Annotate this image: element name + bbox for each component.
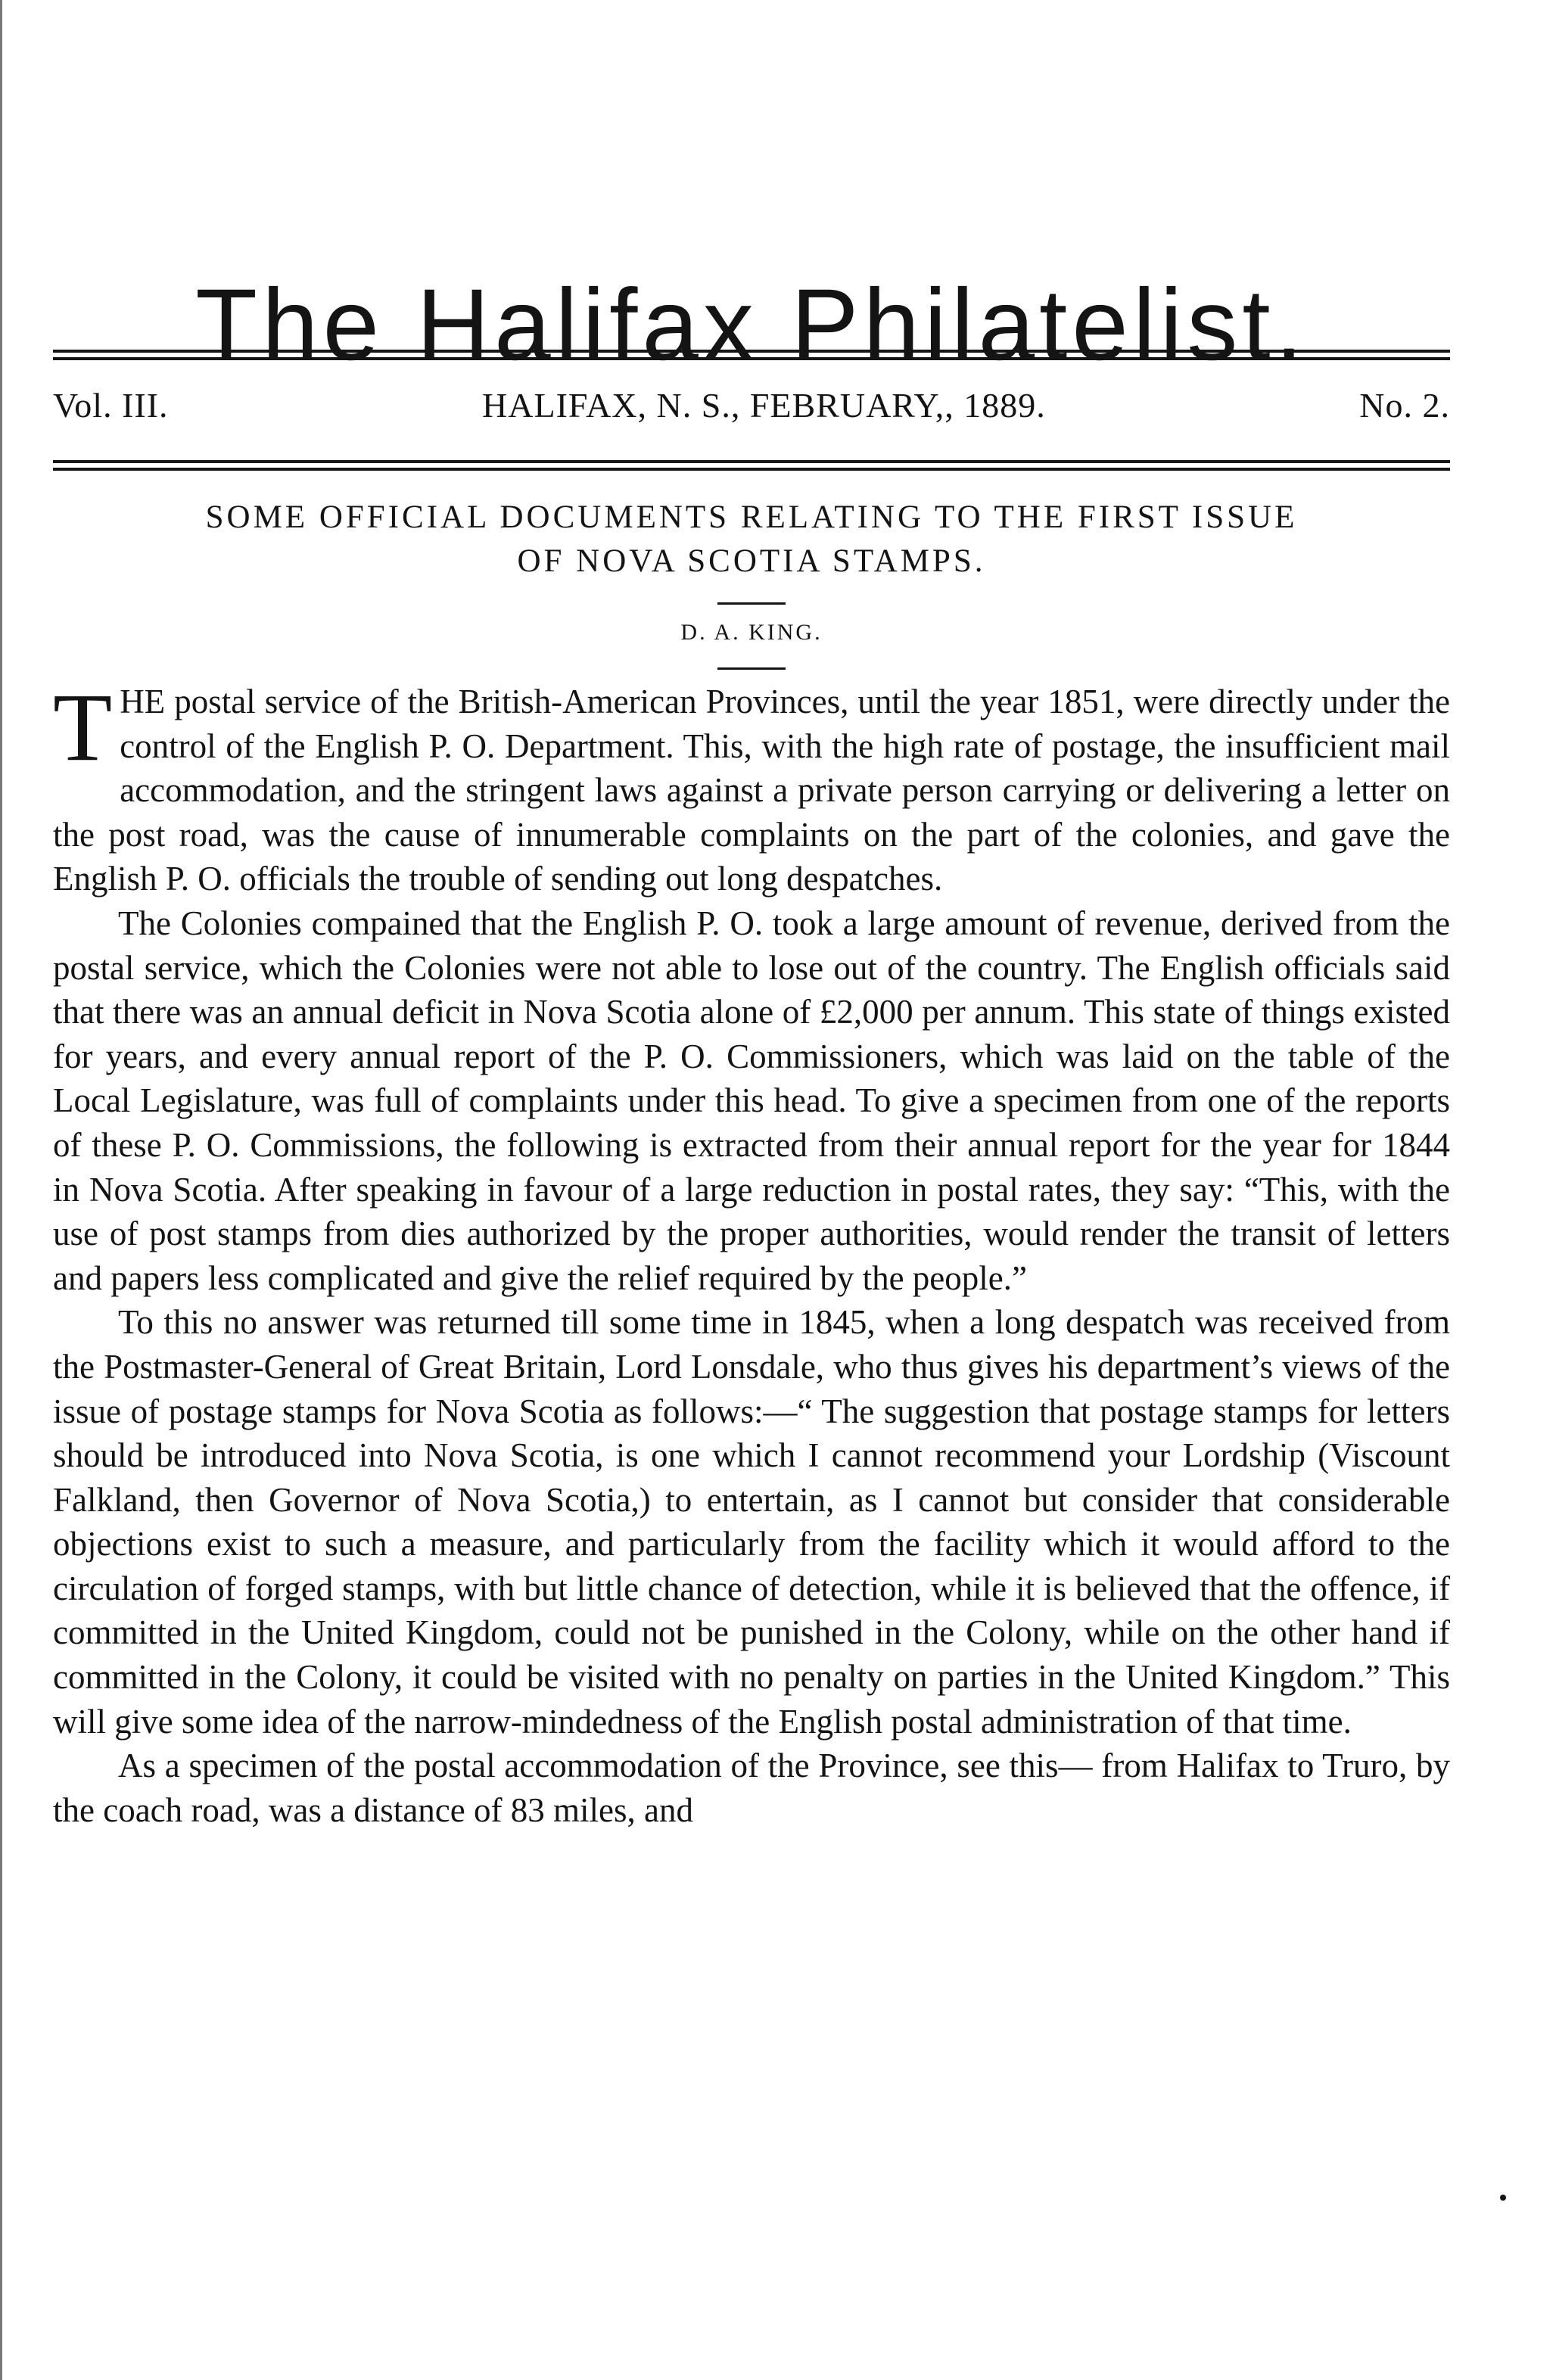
masthead-rule-top	[53, 350, 1450, 360]
issue-number: No. 2.	[1359, 385, 1450, 425]
margin-speck	[1500, 2195, 1506, 2201]
title-divider	[717, 602, 786, 605]
paragraph-4: As a specimen of the postal accommodation of the Province, see this— from Halifax to Truro, by the coach road, was a distance of 83 miles, and	[53, 1747, 1450, 1829]
article-title-line-2: OF NOVA SCOTIA STAMPS.	[517, 543, 986, 579]
paragraph-1	[53, 674, 1450, 901]
paragraph-3: To this no answer was returned till some time in 1845, when a long despatch was received from the Postmaster-General of Great Britain, Lord Lonsdale, who thus gives his department’s views of the issue of postage stamps for Nova Scotia as follows:—“ The suggestion that postage stamps for letters should be introduced into Nova Scotia, is one which I cannot recommend your Lordship (Viscount Falkland, then Governor of Nova Scotia,) to entertain, as I cannot but consider that considerable objections exist to such a measure, and particularly from the facility which it would afford to the circulation of forged stamps, with but little chance of detection, while it is believed that the offence, if committed in the United Kingdom, could not be punished in the Colony, while on the other hand if committed in the Colony, it could be visited with no penalty on parties in the United Kingdom.” This will give some idea of the narrow-mindedness of the English postal administration of that time.	[53, 1303, 1450, 1741]
paragraph-2: The Colonies compained that the English P. O. took a large amount of revenue, derived from the postal service, which the Colonies were not able to lose out of the country. The English officials said that there was an annual deficit in Nova Scotia alone of £2,000 per annum. This state of things existed for years, and every annual report of the P. O. Commissioners, which was laid on the table of the Local Legislature, was full of complaints under this head. To give a specimen from one of the reports of these P. O. Commissions, the following is extracted from their annual report for the year for 1844 in Nova Scotia. After speaking in favour of a large reduction in postal rates, they say: “This, with the use of post stamps from dies authorized by the proper authorities, would render the transit of letters and papers less complicated and give the relief required by the people.”	[53, 904, 1450, 1297]
article-title	[53, 496, 1450, 583]
article-title-line-1: SOME OFFICIAL DOCUMENTS RELATING TO THE FIRST ISSUE	[205, 499, 1298, 535]
masthead-rule-bottom	[53, 460, 1450, 471]
volume-number: Vol. III.	[53, 385, 169, 425]
drop-cap: T	[53, 674, 113, 781]
article-body	[53, 674, 1450, 1832]
masthead-title: The Halifax Philatelist.	[195, 268, 1308, 381]
place-date: HALIFAX, N. S., FEBRUARY,, 1889.	[482, 385, 1046, 425]
page-edge	[0, 0, 2, 2380]
issue-line	[53, 378, 1450, 431]
paragraph-1-text: HE postal service of the British-American Provinces, until the year 1851, were directly under the control of the English P. O. Department. This, with the high rate of postage, the insufficient mail accommodation, and the stringent laws against a private person carrying or delivering a letter on the post road, was the cause of innumerable complaints on the part of the colonies, and gave the English P. O. officials the trouble of sending out long despatches.	[53, 683, 1450, 898]
author-divider	[717, 667, 786, 670]
newspaper-page	[53, 0, 1450, 2380]
article-author: D. A. KING.	[680, 620, 823, 645]
